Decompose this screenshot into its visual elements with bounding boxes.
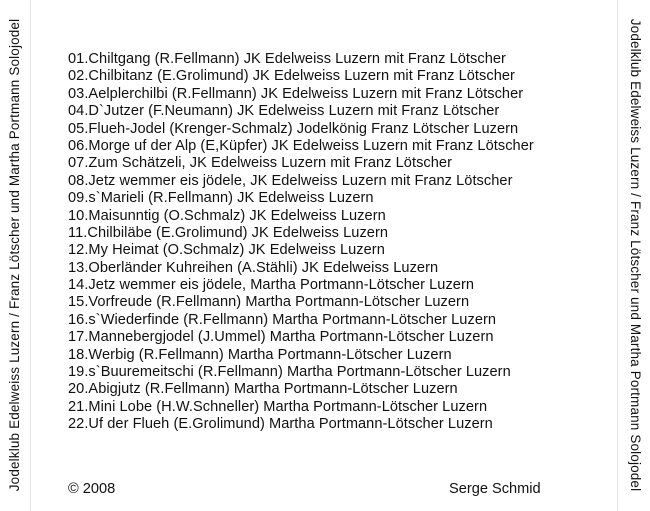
track-item: 08.Jetz wemmer eis jödele, JK Edelweiss Luzern mit Franz Lötscher	[68, 172, 513, 189]
track-list	[68, 51, 534, 434]
track-item: 20.Abigjutz (R.Fellmann) Martha Portmann-Lötscher Luzern	[68, 381, 458, 398]
left-spine-text: Jodelklub Edelweiss Luzern / Franz Lötscher und Martha Portmann Solojodel	[7, 18, 22, 492]
copyright-notice: © 2008	[68, 481, 116, 497]
right-spine	[620, 0, 650, 511]
track-item: 03.Aelplerchilbi (R.Fellmann) JK Edelweiss Luzern mit Franz Lötscher	[68, 85, 524, 102]
track-item: 22.Uf der Flueh (E.Grolimund) Martha Portmann-Lötscher Luzern	[68, 416, 493, 433]
right-spine-text: Jodelklub Edelweiss Luzern / Franz Lötscher und Martha Portmann Solojodel	[628, 18, 643, 492]
track-item: 18.Werbig (R.Fellmann) Martha Portmann-Lötscher Luzern	[68, 346, 452, 363]
track-item: 15.Vorfreude (R.Fellmann) Martha Portmann-Lötscher Luzern	[68, 294, 470, 311]
track-item: 19.s`Buuremeitschi (R.Fellmann) Martha Portmann-Lötscher Luzern	[68, 364, 511, 381]
track-item: 12.My Heimat (O.Schmalz) JK Edelweiss Luzern	[68, 242, 385, 259]
left-spine	[0, 0, 30, 511]
author-credit: Serge Schmid	[449, 481, 541, 497]
track-item: 13.Oberländer Kuhreihen (A.Stähli) JK Edelweiss Luzern	[68, 259, 439, 276]
right-fold-line	[617, 0, 618, 511]
track-item: 04.D`Jutzer (F.Neumann) JK Edelweiss Luzern mit Franz Lötscher	[68, 103, 500, 120]
track-item: 14.Jetz wemmer eis jödele, Martha Portmann-Lötscher Luzern	[68, 277, 475, 294]
track-item: 07.Zum Schätzeli, JK Edelweiss Luzern mit Franz Lötscher	[68, 155, 453, 172]
track-item: 01.Chiltgang (R.Fellmann) JK Edelweiss Luzern mit Franz Lötscher	[68, 51, 506, 67]
track-item: 09.s`Marieli (R.Fellmann) JK Edelweiss Luzern	[68, 190, 374, 207]
track-item: 21.Mini Lobe (H.W.Schneller) Martha Portmann-Lötscher Luzern	[68, 398, 488, 415]
track-item: 10.Maisunntig (O.Schmalz) JK Edelweiss Luzern	[68, 207, 386, 224]
left-fold-line	[30, 0, 31, 511]
track-item: 05.Flueh-Jodel (Krenger-Schmalz) Jodelkönig Franz Lötscher Luzern	[68, 120, 519, 137]
track-item: 16.s`Wiederfinde (R.Fellmann) Martha Portmann-Lötscher Luzern	[68, 311, 497, 328]
track-item: 17.Mannebergjodel (J.Ummel) Martha Portmann-Lötscher Luzern	[68, 329, 494, 346]
track-item: 02.Chilbitanz (E.Grolimund) JK Edelweiss Luzern mit Franz Lötscher	[68, 68, 515, 85]
track-item: 06.Morge uf der Alp (E,Küpfer) JK Edelweiss Luzern mit Franz Lötscher	[68, 137, 534, 154]
track-item: 11.Chilbiläbe (E.Grolimund) JK Edelweiss Luzern	[68, 224, 389, 241]
